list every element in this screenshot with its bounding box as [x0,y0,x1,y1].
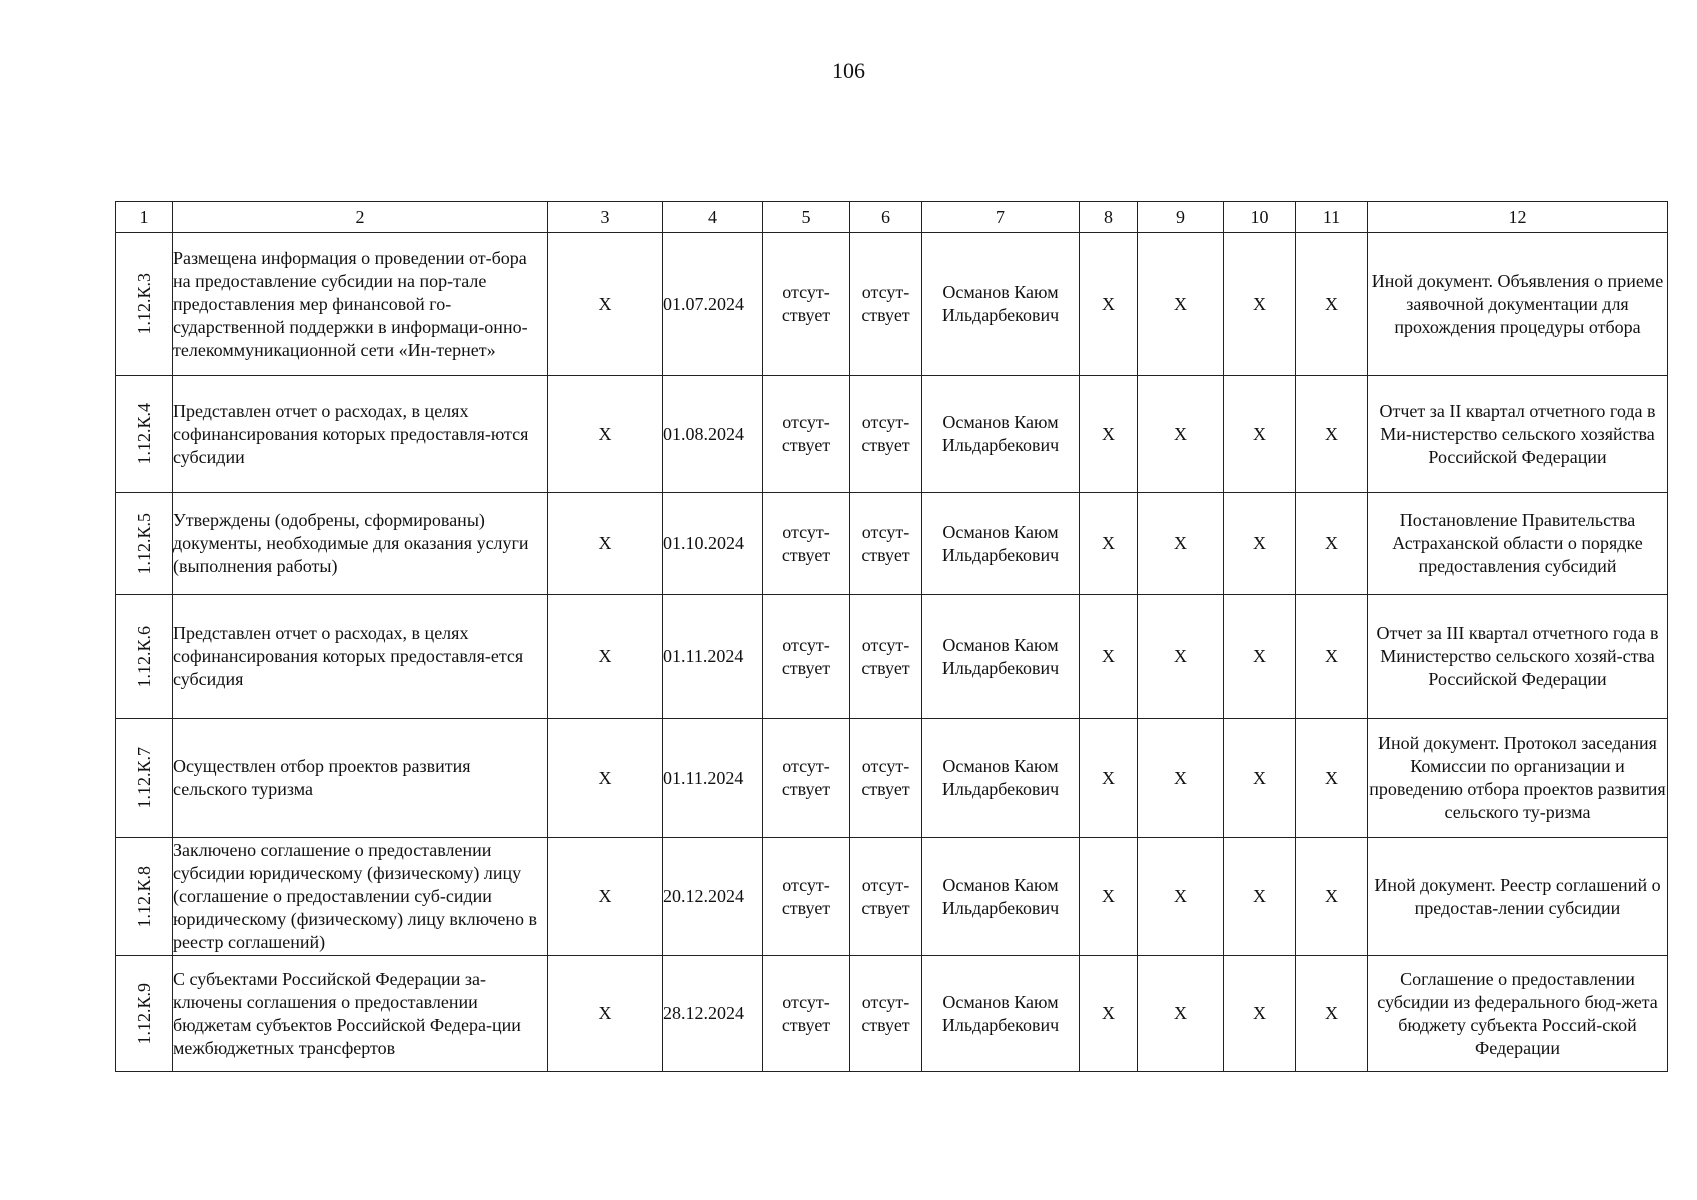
page-number: 106 [832,58,865,83]
cell-col5: отсут-ствует [763,493,850,595]
cell-col8: X [1080,838,1138,956]
cell-col5: отсут-ствует [763,838,850,956]
row-number-cell [116,233,173,376]
date-cell: 01.07.2024 [663,233,763,376]
row-number-cell [116,376,173,493]
document-table [115,201,1668,1072]
responsible-person: Османов Каюм Ильдарбекович [922,719,1080,838]
cell-col10: X [1224,719,1296,838]
row-number: 1.12.К.4 [133,403,154,465]
cell-col3: X [548,838,663,956]
responsible-person: Османов Каюм Ильдарбекович [922,838,1080,956]
cell-col6: отсут-ствует [850,376,922,493]
event-name: Заключено соглашение о предоставлении субсидии юридическому (физическому) лицу (соглашение о предоставлении суб-сидии юридическому (физическому) лицу включено в реестр соглашений) [173,838,548,956]
row-number-cell [116,595,173,719]
cell-col9: X [1138,493,1224,595]
date-cell: 28.12.2024 [663,956,763,1072]
table-row [116,493,1668,595]
row-number: 1.12.К.9 [133,982,154,1045]
document-type: Иной документ. Реестр соглашений о предостав-лении субсидии [1368,838,1668,956]
cell-col3: X [548,595,663,719]
cell-col3: X [548,956,663,1072]
column-header: 7 [922,202,1080,233]
column-header: 12 [1368,202,1668,233]
date-cell: 01.11.2024 [663,719,763,838]
event-name: Представлен отчет о расходах, в целях софинансирования которых предоставля-ется субсидия [173,595,548,719]
row-number-cell [116,493,173,595]
cell-col9: X [1138,376,1224,493]
table-row [116,233,1668,376]
cell-col11: X [1296,838,1368,956]
cell-col8: X [1080,233,1138,376]
row-number-cell [116,956,173,1072]
column-header: 1 [116,202,173,233]
column-header: 5 [763,202,850,233]
cell-col10: X [1224,838,1296,956]
cell-col3: X [548,376,663,493]
responsible-person: Османов Каюм Ильдарбекович [922,233,1080,376]
column-header: 6 [850,202,922,233]
cell-col5: отсут-ствует [763,233,850,376]
responsible-person: Османов Каюм Ильдарбекович [922,493,1080,595]
cell-col6: отсут-ствует [850,838,922,956]
document-type: Иной документ. Протокол заседания Комиссии по организации и проведению отбора проектов развития сельского ту-ризма [1368,719,1668,838]
cell-col10: X [1224,376,1296,493]
cell-col9: X [1138,233,1224,376]
table-row [116,719,1668,838]
event-name: Утверждены (одобрены, сформированы) документы, необходимые для оказания услуги (выполнения работы) [173,493,548,595]
row-number-cell [116,719,173,838]
cell-col10: X [1224,956,1296,1072]
column-header: 2 [173,202,548,233]
cell-col6: отсут-ствует [850,233,922,376]
date-cell: 01.08.2024 [663,376,763,493]
cell-col11: X [1296,719,1368,838]
cell-col9: X [1138,595,1224,719]
cell-col8: X [1080,719,1138,838]
event-name: С субъектами Российской Федерации за-ключены соглашения о предоставлении бюджетам субъектов Российской Федера-ции межбюджетных трансфертов [173,956,548,1072]
table-row [116,595,1668,719]
table-row [116,376,1668,493]
cell-col3: X [548,493,663,595]
document-type: Отчет за II квартал отчетного года в Ми-нистерство сельского хозяйства Российской Федерации [1368,376,1668,493]
event-name: Представлен отчет о расходах, в целях софинансирования которых предоставля-ются субсидии [173,376,548,493]
document-type: Соглашение о предоставлении субсидии из федерального бюд-жета бюджету субъекта Россий-ской Федерации [1368,956,1668,1072]
cell-col11: X [1296,233,1368,376]
cell-col8: X [1080,595,1138,719]
responsible-person: Османов Каюм Ильдарбекович [922,376,1080,493]
date-cell: 20.12.2024 [663,838,763,956]
cell-col6: отсут-ствует [850,719,922,838]
cell-col10: X [1224,493,1296,595]
cell-col9: X [1138,838,1224,956]
row-number-cell [116,838,173,956]
column-header: 4 [663,202,763,233]
cell-col8: X [1080,376,1138,493]
row-number: 1.12.К.7 [133,747,154,809]
cell-col8: X [1080,493,1138,595]
cell-col3: X [548,233,663,376]
responsible-person: Османов Каюм Ильдарбекович [922,956,1080,1072]
cell-col9: X [1138,719,1224,838]
cell-col8: X [1080,956,1138,1072]
document-type: Отчет за III квартал отчетного года в Министерство сельского хозяй-ства Российской Федерации [1368,595,1668,719]
responsible-person: Османов Каюм Ильдарбекович [922,595,1080,719]
cell-col11: X [1296,595,1368,719]
cell-col6: отсут-ствует [850,595,922,719]
column-header: 11 [1296,202,1368,233]
date-cell: 01.10.2024 [663,493,763,595]
cell-col11: X [1296,493,1368,595]
event-name: Осуществлен отбор проектов развития сельского туризма [173,719,548,838]
row-number: 1.12.К.5 [133,512,154,575]
cell-col6: отсут-ствует [850,493,922,595]
cell-col6: отсут-ствует [850,956,922,1072]
cell-col5: отсут-ствует [763,956,850,1072]
table-row [116,838,1668,956]
cell-col10: X [1224,233,1296,376]
cell-col11: X [1296,956,1368,1072]
cell-col3: X [548,719,663,838]
cell-col11: X [1296,376,1368,493]
table-row [116,956,1668,1072]
column-header: 9 [1138,202,1224,233]
document-type: Иной документ. Объявления о приеме заявочной документации для прохождения процедуры отбора [1368,233,1668,376]
row-number: 1.12.К.3 [133,273,154,335]
column-header: 8 [1080,202,1138,233]
column-header: 10 [1224,202,1296,233]
date-cell: 01.11.2024 [663,595,763,719]
column-header: 3 [548,202,663,233]
cell-col5: отсут-ствует [763,595,850,719]
row-number: 1.12.К.8 [133,865,154,928]
table-header-row [116,202,1668,233]
document-type: Постановление Правительства Астраханской области о порядке предоставления субсидий [1368,493,1668,595]
cell-col9: X [1138,956,1224,1072]
cell-col5: отсут-ствует [763,719,850,838]
event-name: Размещена информация о проведении от-бора на предоставление субсидии на пор-тале предоставления мер финансовой го-сударственной поддержки в информаци-онно-телекоммуникационной сети «Ин-тернет» [173,233,548,376]
cell-col10: X [1224,595,1296,719]
cell-col5: отсут-ствует [763,376,850,493]
row-number: 1.12.К.6 [133,625,154,688]
